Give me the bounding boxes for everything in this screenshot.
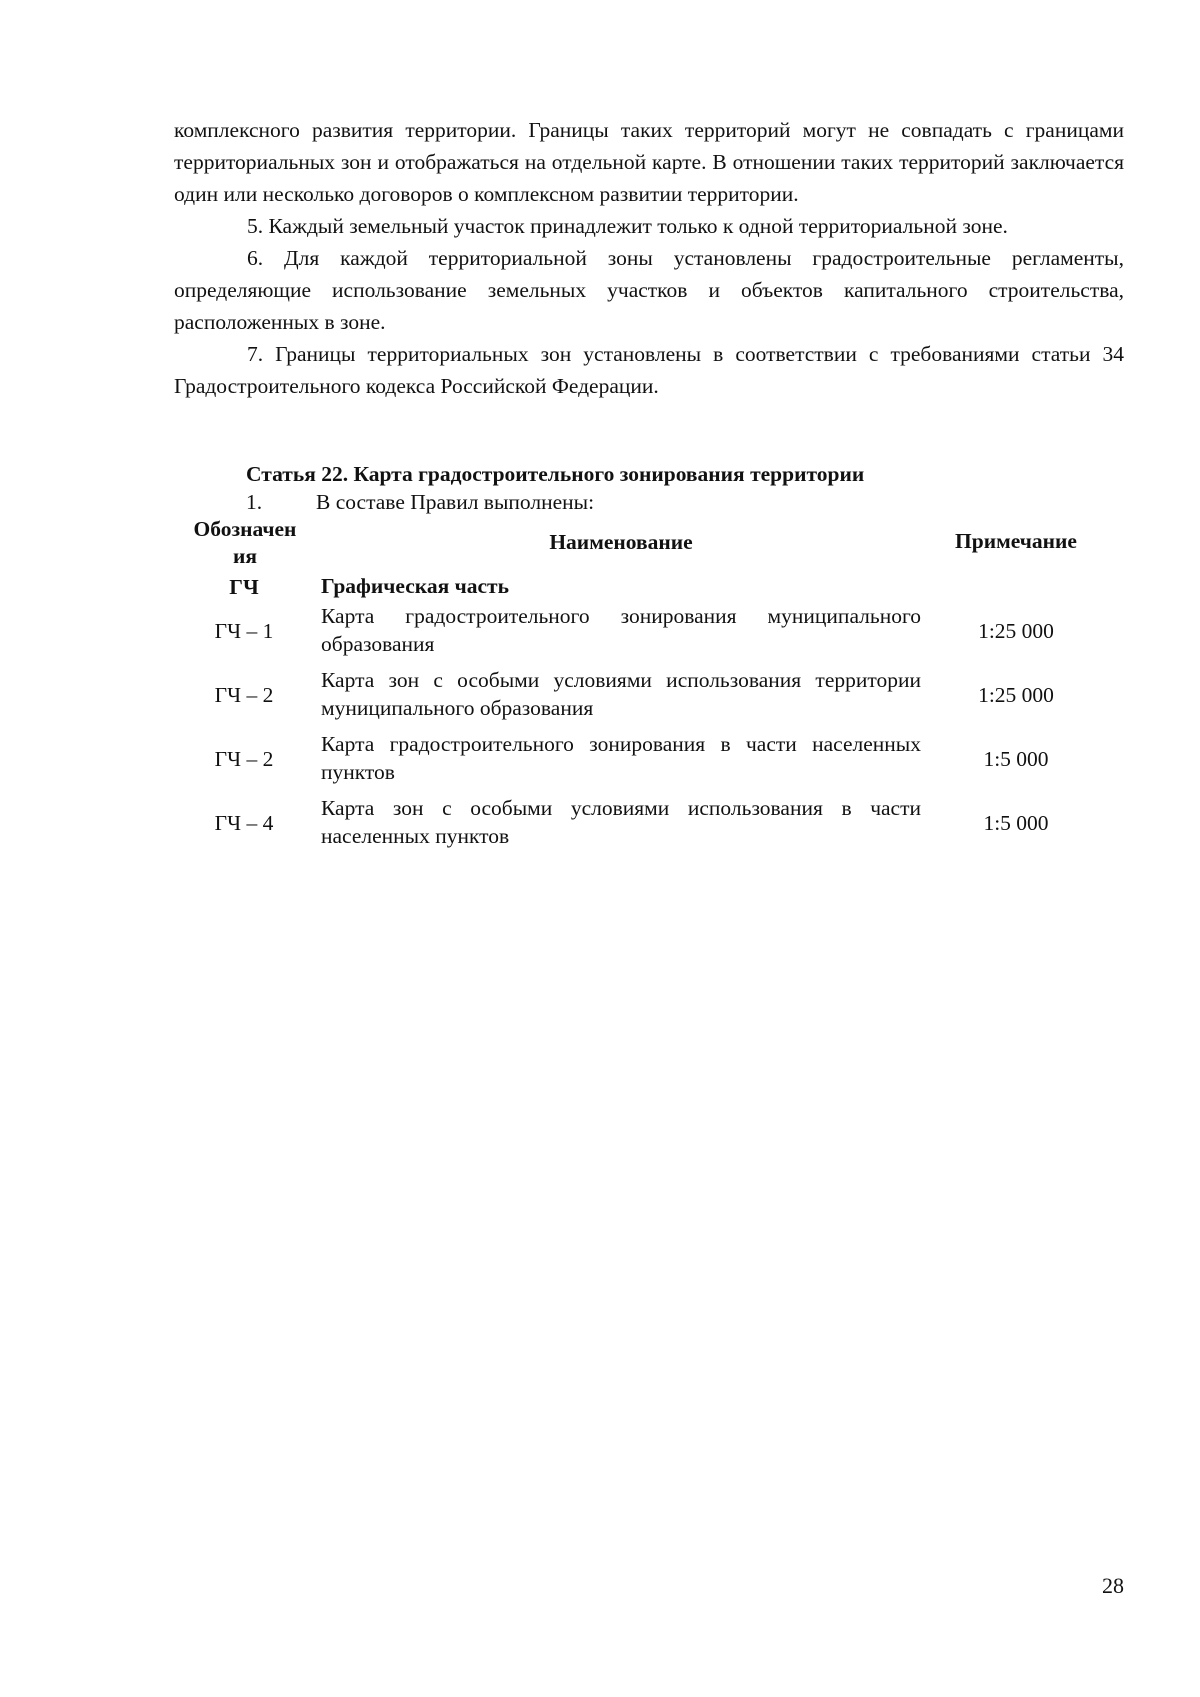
table-row bbox=[184, 666, 1104, 726]
section-name: Графическая часть bbox=[321, 574, 509, 598]
row-name: Карта градостроительного зонирования в части населенных пунктов bbox=[321, 732, 921, 784]
body-text bbox=[174, 114, 1124, 402]
row-name: Карта градостроительного зонирования муниципального образования bbox=[321, 604, 921, 656]
row-code: ГЧ – 2 bbox=[214, 747, 274, 771]
paragraph-complex-development: комплексного развития территории. Границы таких территорий могут не совпадать с границами территориальных зон и отображаться на отдельной карте. В отношении таких территорий заключается один или несколько договоров о комплексном развитии территории. bbox=[174, 118, 1124, 206]
row-code: ГЧ – 2 bbox=[214, 683, 274, 707]
header-name: Наименование bbox=[549, 530, 693, 554]
row-code: ГЧ – 4 bbox=[214, 811, 274, 835]
table-row bbox=[184, 730, 1104, 790]
table-section-row bbox=[184, 572, 1104, 602]
paragraph-item-6: 6. Для каждой территориальной зоны установлены градостроительные регламенты, определяющие использование земельных участков и объектов капитального строительства, расположенных в зоне. bbox=[174, 246, 1124, 334]
row-name: Карта зон с особыми условиями использования территории муниципального образования bbox=[321, 668, 921, 720]
header-code: Обозначения bbox=[193, 517, 297, 568]
paragraph-item-7: 7. Границы территориальных зон установлены в соответствии с требованиями статьи 34 Градостроительного кодекса Российской Федерации. bbox=[174, 342, 1124, 398]
paragraph-item-5: 5. Каждый земельный участок принадлежит только к одной территориальной зоне. bbox=[247, 214, 1008, 238]
list-text: В составе Правил выполнены: bbox=[316, 490, 595, 514]
table-header-row bbox=[184, 516, 1104, 572]
row-note: 1:5 000 bbox=[983, 811, 1049, 835]
table-row bbox=[184, 602, 1104, 662]
row-note: 1:5 000 bbox=[983, 747, 1049, 771]
list-number: 1. bbox=[246, 490, 263, 514]
page-number: 28 bbox=[1102, 1573, 1124, 1598]
article-heading: Статья 22. Карта градостроительного зонирования территории bbox=[246, 462, 865, 486]
row-name: Карта зон с особыми условиями использования в части населенных пунктов bbox=[321, 796, 921, 848]
row-note: 1:25 000 bbox=[978, 683, 1054, 707]
header-note: Примечание bbox=[955, 529, 1077, 553]
row-note: 1:25 000 bbox=[978, 619, 1054, 643]
section-code: ГЧ bbox=[229, 575, 259, 599]
table-row bbox=[184, 794, 1104, 854]
row-code: ГЧ – 1 bbox=[214, 619, 274, 643]
